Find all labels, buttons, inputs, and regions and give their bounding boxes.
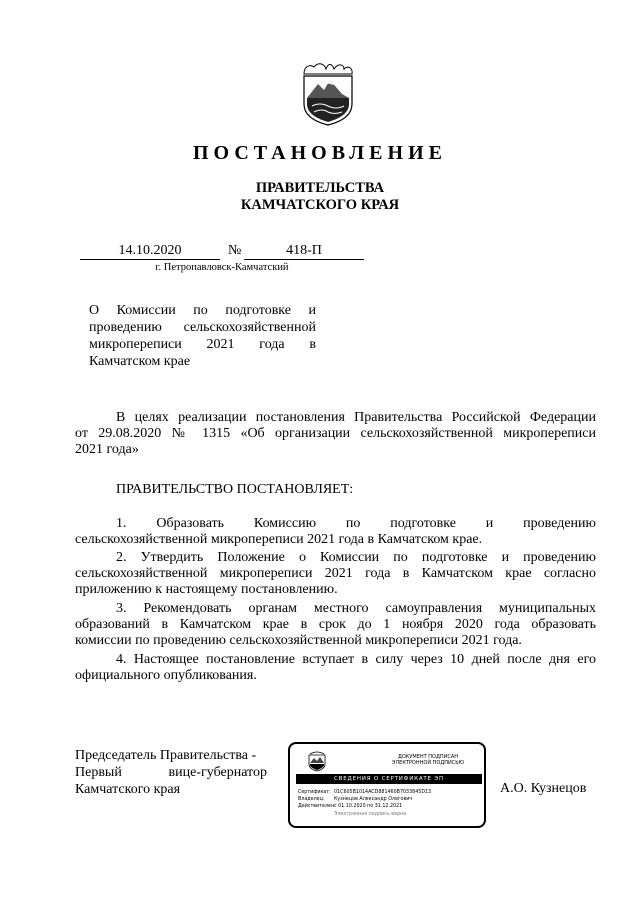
signature-valid-note: Электронная подпись верна [334,812,407,817]
subject-line: микропереписи 2021 года в [89,337,316,352]
issuer-line-2: КАМЧАТСКОГО КРАЯ [240,197,400,213]
signer-line: Первый вице-губернатор [75,765,267,780]
stamp-title-line: ДОКУМЕНТ ПОДПИСАН [397,754,459,760]
issuer-line-1: ПРАВИТЕЛЬСТВА [255,180,385,196]
stamp-title-line: ЭЛЕКТРОННОЙ ПОДПИСЬЮ [391,760,465,766]
owner-row [298,797,412,802]
text-line: В целях реализации постановления Правительства Российской Федерации [116,410,596,425]
text-line: сельскохозяйственной микропереписи 2021 года в Камчатском крае согласно [75,566,596,581]
row-label: Владелец: [298,797,325,802]
document-date: 14.10.2020 [80,243,220,260]
number-sign: № [228,243,242,258]
document-number: 418-П [244,243,364,260]
row-value: с 01.10.2020 по 31.12.2021 [334,804,403,809]
text-line: официального опубликования. [75,668,257,683]
coat-of-arms-emblem [298,60,358,126]
signer-name: А.О. Кузнецов [500,781,587,796]
document-type-title: ПОСТАНОВЛЕНИЕ [193,142,447,164]
text-line: от 29.08.2020 № 1315 «Об организации сельскохозяйственной микропереписи [75,426,596,441]
text-line: 2. Утвердить Положение о Комиссии по подготовке и проведению [116,550,596,565]
validity-row [298,804,402,809]
stamp-title [378,754,478,766]
subject-line: проведению сельскохозяйственной [89,320,316,335]
subject-line: О Комиссии по подготовке и [89,303,316,318]
text-line: образований в Камчатском крае в срок до 1 ноября 2020 года образовать [75,617,596,632]
signer-line: Камчатского края [75,782,181,797]
text-line: 4. Настоящее постановление вступает в силу через 10 дней после дня его [116,652,596,667]
electronic-signature-stamp [288,742,486,828]
stamp-band: СВЕДЕНИЯ О СЕРТИФИКАТЕ ЭП [296,774,482,784]
signer-line: Председатель Правительства - [75,748,257,763]
certificate-row [298,790,431,795]
signer-position [75,747,267,798]
row-value: 01C605B1014ACD881460B7033845D13 [334,790,432,795]
item-4 [75,652,596,684]
text-line: 3. Рекомендовать органам местного самоуправления муниципальных [116,601,596,616]
row-label: Сертификат: [298,790,331,795]
text-line: 2021 года» [75,442,139,457]
text-line: сельскохозяйственной микропереписи 2021 года в Камчатском крае. [75,532,483,547]
item-2 [75,550,596,598]
decree-heading: ПРАВИТЕЛЬСТВО ПОСТАНОВЛЯЕТ: [116,482,354,497]
document-subject [89,302,316,370]
subject-line: Камчатском крае [89,354,191,369]
stamp-emblem-icon [306,750,328,772]
text-line: комиссии по проведению сельскохозяйственной микропереписи 2021 года. [75,633,522,648]
item-3 [75,601,596,649]
intro-paragraph [75,410,596,458]
row-label: Действителен: [298,804,336,809]
text-line: приложению к настоящему постановлению. [75,582,338,597]
text-line: 1. Образовать Комиссию по подготовке и проведению [116,516,596,531]
row-value: Кузнецов Александр Олегович [334,797,413,802]
city: г. Петропавловск-Камчатский [155,262,289,273]
item-1 [75,516,596,548]
